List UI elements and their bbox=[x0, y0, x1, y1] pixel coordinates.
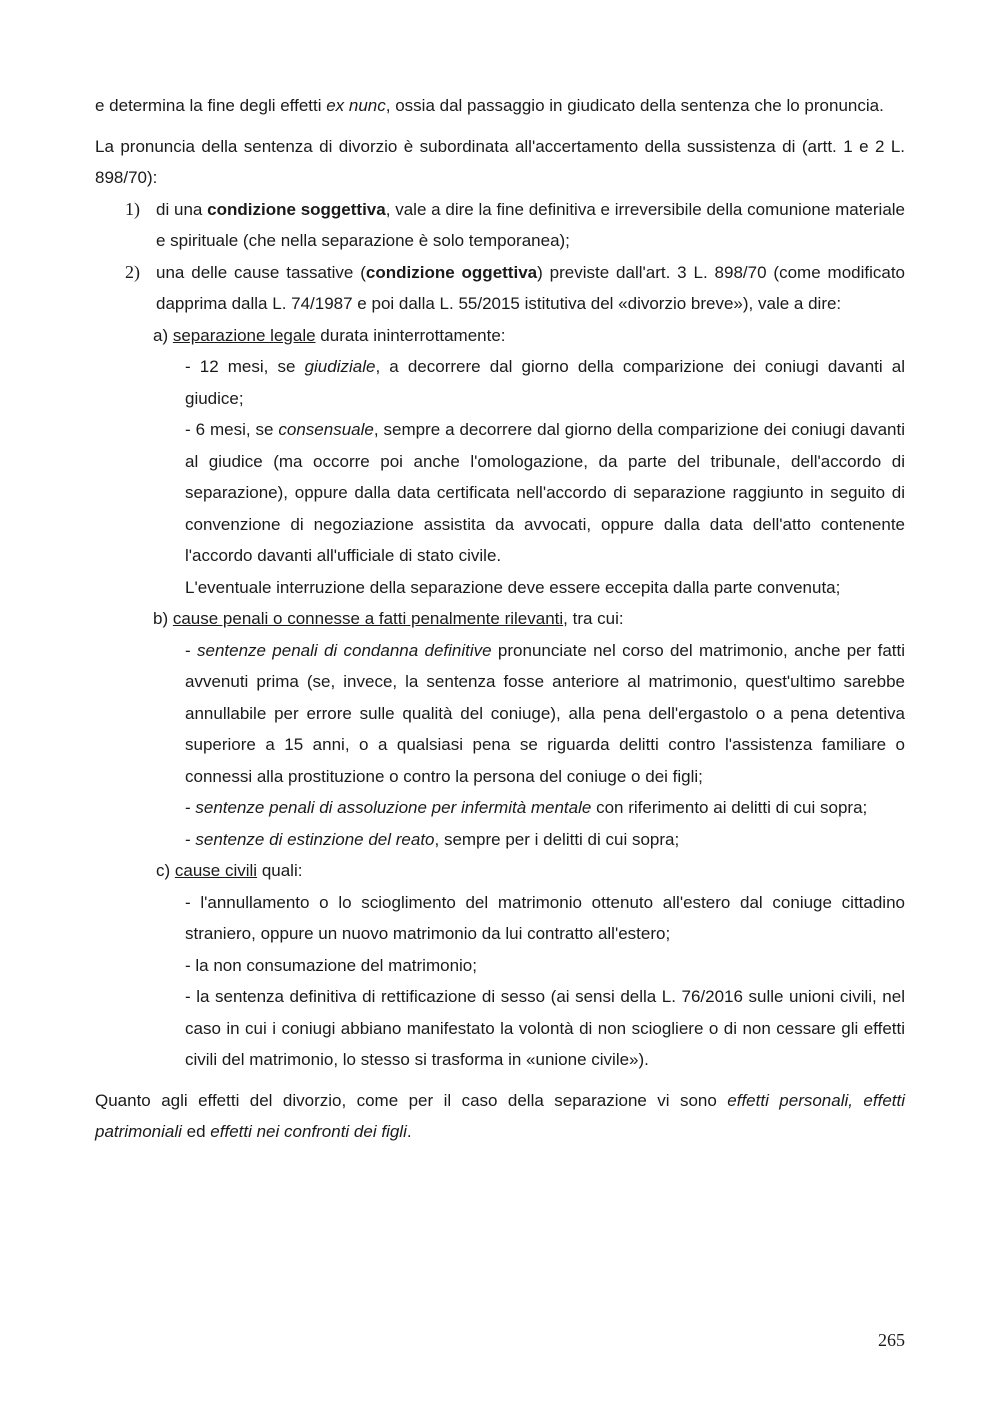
text: , sempre a decorrere dal giorno della comparizione dei coniugi davanti al giudice (ma occorre poi anche l'omologazione, da parte del tribunale, dell'accordo di separazione), oppure dalla data certificata nell'accordo di separazione raggiunto in seguito di convenzione di negoziazione assistita da avvocati, oppure dalla data dell'atto contenente l'accordo davanti all'ufficiale di stato civile. bbox=[185, 420, 905, 565]
text: pronunciate nel corso del matrimonio, anche per fatti avvenuti prima (se, invece, la sentenza fosse anteriore al matrimonio, quest'ultimo sarebbe annullabile per errore sulle qualità del coniuge), alla pena dell'ergastolo o a pena detentiva superiore a 15 anni, o a qualsiasi pena se riguarda delitti contro l'assistenza familiare o connessi alla prostituzione o contro la persona del coniuge o dei figli; bbox=[185, 640, 905, 786]
subitem-label: c) bbox=[156, 861, 175, 880]
italic-text: effetti nei confronti dei figli bbox=[210, 1122, 407, 1141]
text: , ossia dal passaggio in giudicato della sentenza che lo pronuncia. bbox=[385, 96, 884, 115]
text: , sempre per i delitti di cui sopra; bbox=[434, 829, 680, 849]
italic-text: sentenze penali di condanna definitive bbox=[196, 640, 492, 660]
page-number: 265 bbox=[878, 1330, 905, 1350]
text: . bbox=[406, 1122, 412, 1141]
text: una delle cause tassative ( bbox=[156, 262, 366, 282]
text: , tra cui: bbox=[563, 609, 624, 628]
text: con riferimento ai delitti di cui sopra; bbox=[591, 798, 868, 817]
subitem-c bbox=[95, 855, 905, 887]
text: - bbox=[185, 640, 197, 660]
underlined-text: cause civili bbox=[174, 861, 258, 880]
subitem-label: a) bbox=[153, 325, 173, 345]
underlined-text: separazione legale bbox=[172, 325, 316, 345]
list-item-1 bbox=[95, 194, 905, 257]
subitem-a-note: L'eventuale interruzione della separazione deve essere eccepita dalla parte convenuta; bbox=[185, 577, 841, 597]
italic-text: effetti personali, effetti patrimoniali bbox=[95, 1090, 905, 1141]
subitem-b bbox=[95, 603, 905, 635]
italic-text: sentenze penali di assoluzione per infermità mentale bbox=[195, 798, 592, 817]
text: ) previste dall'art. 3 L. 898/70 (come modificato dapprima dalla L. 74/1987 e poi dalla L. 55/2015 istitutiva del «divorzio breve»), vale a dire: bbox=[156, 262, 906, 313]
paragraph-effects bbox=[95, 1085, 905, 1148]
subitem-c-point-2: - la non consumazione del matrimonio; bbox=[185, 955, 477, 975]
subitem-a-point-1 bbox=[95, 351, 905, 414]
text: di una bbox=[156, 199, 208, 219]
bold-text: condizione soggettiva bbox=[207, 199, 386, 219]
subitem-b-point-3 bbox=[95, 824, 905, 856]
subitem-a-point-2 bbox=[95, 414, 905, 572]
subitem-label: b) bbox=[153, 609, 173, 628]
list-number: 1) bbox=[125, 198, 140, 219]
text: e determina la fine degli effetti bbox=[95, 96, 327, 115]
text: quali: bbox=[257, 861, 303, 880]
paragraph-intro bbox=[95, 90, 905, 122]
text: , vale a dire la fine definitiva e irreversibile della comunione materiale e spirituale (che nella separazione è solo temporanea); bbox=[156, 199, 905, 250]
text: - bbox=[185, 829, 196, 849]
italic-text: consensuale bbox=[278, 420, 374, 439]
text: Quanto agli effetti del divorzio, come per il caso della separazione vi sono bbox=[95, 1090, 728, 1110]
italic-text: giudiziale bbox=[304, 357, 376, 376]
text: - 6 mesi, se bbox=[185, 420, 279, 439]
subitem-c-point-1: - l'annullamento o lo scioglimento del matrimonio ottenuto all'estero dal coniuge cittadino straniero, oppure un nuovo matrimonio da lui contratto all'estero; bbox=[185, 892, 905, 943]
text: - bbox=[185, 798, 196, 817]
paragraph-conditions: La pronuncia della sentenza di divorzio è subordinata all'accertamento della sussistenza di (artt. 1 e 2 L. 898/70): bbox=[95, 136, 905, 187]
text: - 12 mesi, se bbox=[185, 357, 305, 376]
text: ed bbox=[181, 1122, 211, 1141]
list-number: 2) bbox=[125, 261, 140, 282]
bold-text: condizione oggettiva bbox=[365, 262, 538, 282]
text: durata ininterrottamente: bbox=[315, 325, 506, 345]
text: , a decorrere dal giorno della comparizione dei coniugi davanti al giudice; bbox=[185, 357, 905, 408]
subitem-b-point-1 bbox=[95, 635, 905, 793]
underlined-text: cause penali o connesse a fatti penalmente rilevanti bbox=[172, 609, 564, 628]
italic-text: sentenze di estinzione del reato bbox=[195, 829, 435, 849]
italic-text: ex nunc bbox=[326, 96, 386, 115]
subitem-c-point-3: - la sentenza definitiva di rettificazione di sesso (ai sensi della L. 76/2016 sulle unioni civili, nel caso in cui i coniugi abbiano manifestato la volontà di non sciogliere o di non cessare gli effetti civili del matrimonio, lo stesso si trasforma in «unione civile»). bbox=[185, 987, 905, 1069]
document-body bbox=[95, 90, 905, 1148]
list-item-2 bbox=[95, 257, 905, 320]
subitem-a bbox=[95, 320, 905, 352]
subitem-b-point-2 bbox=[95, 792, 905, 824]
